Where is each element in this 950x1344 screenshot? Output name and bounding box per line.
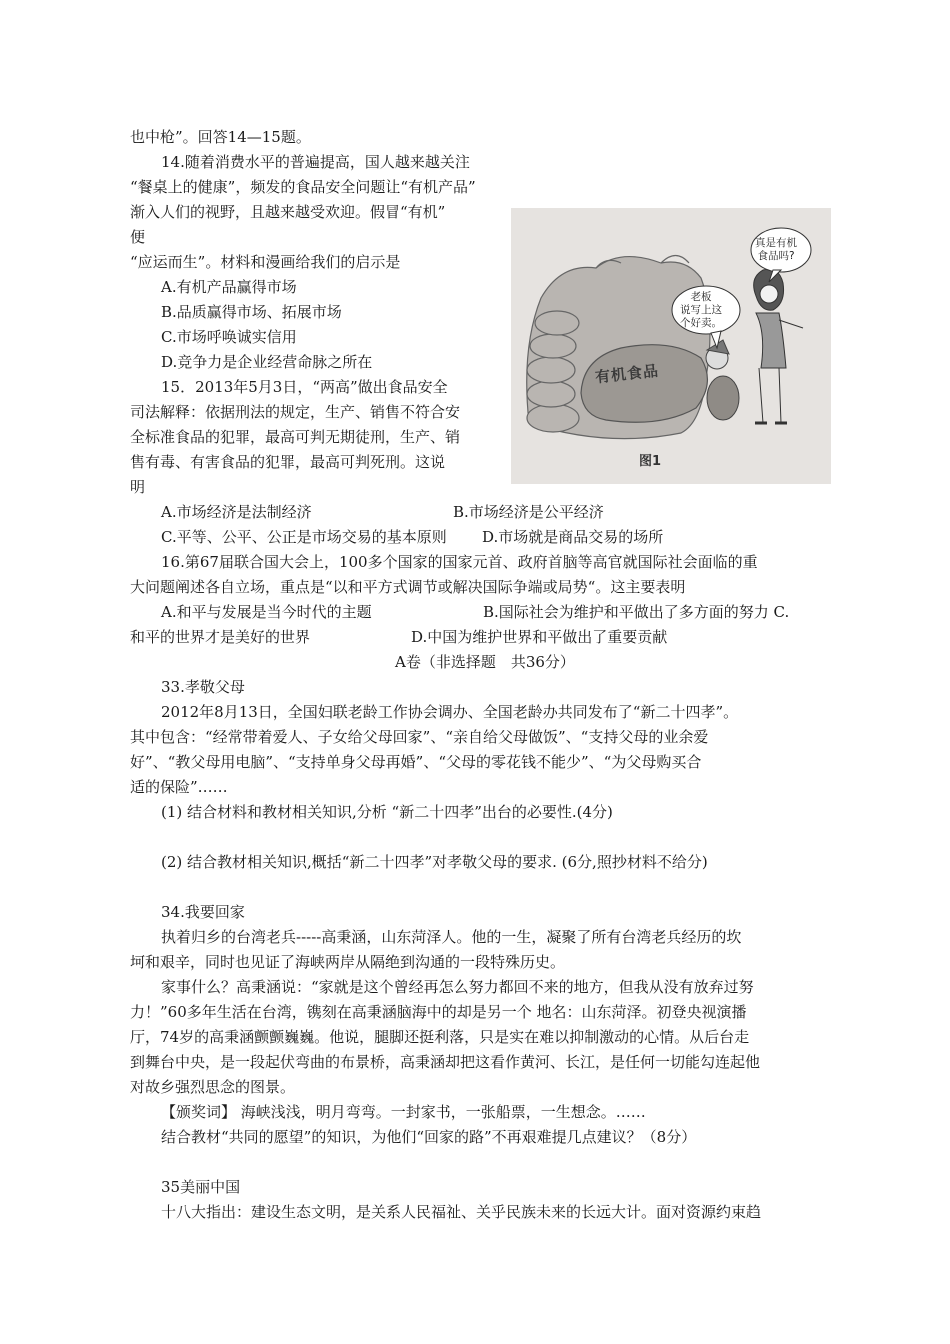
l2: 14.随着消费水平的普遍提高，国人越来越关注 xyxy=(161,153,470,171)
l24: 2012年8月13日，全国妇联老龄工作协会调办、全国老龄办共同发布了“新二十四孝”。 xyxy=(161,703,739,721)
l17a: C.平等、公平、公正是市场交易的基本原则 xyxy=(161,528,447,546)
l41: 十八大指出：建设生态文明，是关系人民福祉、关乎民族未来的长远大计。面对资源约束趋 xyxy=(161,1203,762,1221)
l3: “餐桌上的健康”，频发的食品安全问题让“有机产品” xyxy=(130,178,476,196)
l29: (2) 结合教材相关知识,概括“新二十四孝”对孝敬父母的要求. (6分,照抄材料不给分) xyxy=(161,853,708,871)
l18: 16.第67届联合国大会上，100多个国家的国家元首、政府首脑等高官就国际社会面临的重 xyxy=(161,553,758,571)
l31: 执着归乡的台湾老兵-----高秉涵，山东菏泽人。他的一生，凝聚了所有台湾老兵经历的坎 xyxy=(161,928,742,946)
l27: 适的保险”…… xyxy=(130,778,228,796)
l20a: A.和平与发展是当今时代的主题 xyxy=(161,603,372,621)
l23: 33.孝敬父母 xyxy=(161,678,245,696)
sack-label: 有机食品 xyxy=(594,361,660,387)
l28: (1) 结合材料和教材相关知识,分析 “新二十四孝”出台的必要性.(4分) xyxy=(161,803,613,821)
l13: 全标准食品的犯罪，最高可判无期徒刑，生产、销 xyxy=(130,428,461,446)
l7: A.有机产品赢得市场 xyxy=(161,278,297,296)
l1: 也中枪”。回答14—15题。 xyxy=(130,128,311,146)
l21b: D.中国为维护世界和平做出了重要贡献 xyxy=(411,628,668,646)
l4: 渐入人们的视野，且越来越受欢迎。假冒“有机” xyxy=(130,203,446,221)
l36: 到舞台中央，是一段起伏弯曲的布景桥，高秉涵却把这看作黄河、长江，是任何一切能勾连起他 xyxy=(130,1053,761,1071)
cartoon-image xyxy=(511,208,831,484)
l21a: 和平的世界才是美好的世界 xyxy=(130,628,311,646)
l19: 大问题阐述各自立场，重点是“以和平方式调节或解决国际争端或局势“。这主要表明 xyxy=(130,578,686,596)
bubble-answer xyxy=(680,291,722,330)
bubble-question xyxy=(755,237,797,263)
bubble-question-l1: 真是有机 xyxy=(755,237,797,249)
l20b: B.国际社会为维护和平做出了多方面的努力 C. xyxy=(483,603,790,621)
figure-caption: 图1 xyxy=(639,454,662,469)
l38: 【颁奖词】 海峡浅浅，明月弯弯。一封家书，一张船票，一生想念。…… xyxy=(161,1103,646,1121)
bubble-answer-l3: 个好卖。 xyxy=(680,317,722,329)
l25: 其中包含：“经常带着爱人、子女给父母回家”、“亲自给父母做饭”、“支持父母的业余爱 xyxy=(130,728,709,746)
l5: 便 xyxy=(130,228,146,246)
l12: 司法解释：依据刑法的规定，生产、销售不符合安 xyxy=(130,403,461,421)
l16a: A.市场经济是法制经济 xyxy=(161,503,312,521)
l10: D.竞争力是企业经营命脉之所在 xyxy=(161,353,373,371)
l8: B.品质赢得市场、拓展市场 xyxy=(161,303,342,321)
l32: 坷和艰辛，同时也见证了海峡两岸从隔绝到沟通的一段特殊历史。 xyxy=(130,953,566,971)
l11: 15．2013年5月3日，“两高”做出食品安全 xyxy=(161,378,448,396)
bubble-question-l2: 食品吗? xyxy=(757,250,795,262)
l17b: D.市场就是商品交易的场所 xyxy=(482,528,664,546)
l16b: B.市场经济是公平经济 xyxy=(453,503,604,521)
l26: 好”、“教父母用电脑”、“支持单身父母再婚”、“父母的零花钱不能少”、“为父母购买合 xyxy=(130,753,702,771)
l14: 售有毒、有害食品的犯罪，最高可判死刑。这说 xyxy=(130,453,446,471)
l15: 明 xyxy=(130,478,146,496)
l35: 厅，74岁的高秉涵颤颤巍巍。他说，腿脚还挺利落，只是实在难以抑制激动的心情。从后台走 xyxy=(130,1028,750,1046)
l34: 力！”60多年生活在台湾，镌刻在高秉涵脑海中的却是另一个 地名：山东菏泽。初登央视演播 xyxy=(130,1003,747,1021)
l39: 结合教材“共同的愿望”的知识，为他们“回家的路”不再艰难提几点建议？（8分） xyxy=(161,1128,697,1146)
l37: 对故乡强烈思念的图景。 xyxy=(130,1078,296,1096)
l6: “应运而生”。材料和漫画给我们的启示是 xyxy=(130,253,401,271)
l9: C.市场呼唤诚实信用 xyxy=(161,328,297,346)
l30: 34.我要回家 xyxy=(161,903,245,921)
bubble-answer-l1: 老板 xyxy=(690,291,712,303)
l33: 家事什么？高秉涵说：“家就是这个曾经再怎么努力都回不来的地方，但我从没有放弃过努 xyxy=(161,978,754,996)
l40: 35美丽中国 xyxy=(161,1178,241,1196)
section-title: A卷（非选择题 共36分） xyxy=(395,653,575,671)
bubble-answer-l2: 说写上这 xyxy=(680,304,722,316)
